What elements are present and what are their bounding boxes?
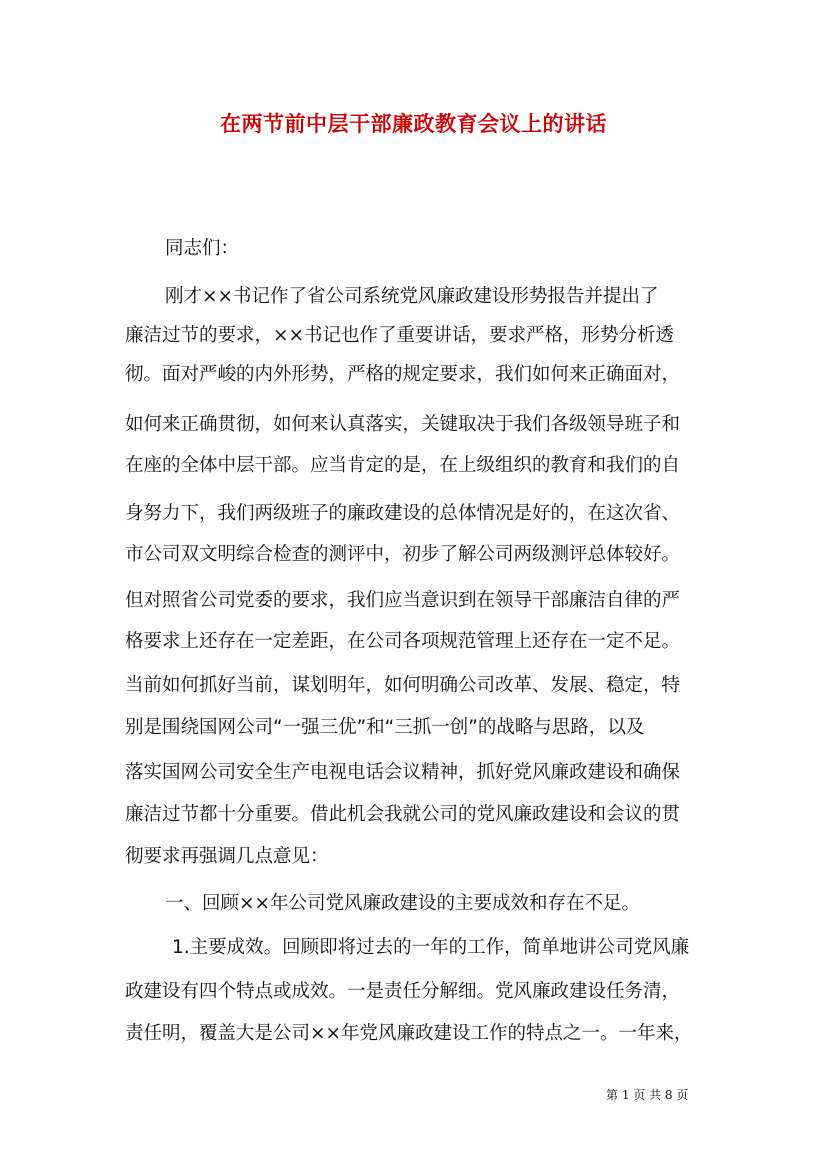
- body-line: 政建设有四个特点或成效。一是责任分解细。党风廉政建设任务清，: [125, 981, 681, 1002]
- body-line: 刚才××书记作了省公司系统党风廉政建设形势报告并提出了: [165, 286, 659, 307]
- body-line: 廉洁过节的要求，××书记也作了重要讲话，要求严格，形势分析透: [125, 325, 675, 346]
- body-line: 市公司双文明综合检查的测评中，初步了解公司两级测评总体较好。: [125, 544, 681, 565]
- body-line: 廉洁过节都十分重要。借此机会我就公司的党风廉政建设和会议的贯: [125, 804, 681, 825]
- body-line: 落实国网公司安全生产电视电话会议精神，抓好党风廉政建设和确保: [125, 762, 681, 783]
- body-line: 责任明，覆盖大是公司××年党风廉政建设工作的特点之一。一年来，: [125, 1023, 693, 1044]
- document-title: 在两节前中层干部廉政教育会议上的讲话: [220, 111, 607, 136]
- body-line: 身努力下，我们两级班子的廉政建设的总体情况是好的，在这次省、: [125, 503, 681, 524]
- body-line: 当前如何抓好当前，谋划明年，如何明确公司改革、发展、稳定，特: [125, 675, 681, 696]
- body-line: 同志们：: [165, 238, 240, 259]
- section-heading: 一、回顾××年公司党风廉政建设的主要成效和存在不足。: [165, 893, 641, 914]
- body-line: 在座的全体中层干部。应当肯定的是，在上级组织的教育和我们的自: [125, 455, 681, 476]
- body-line: 彻。面对严峻的内外形势，严格的规定要求，我们如何来正确面对，: [125, 364, 681, 385]
- body-line: 彻要求再强调几点意见：: [125, 846, 329, 867]
- body-line: 别是围绕国网公司“一强三优”和“三抓一创”的战略与思路，以及: [125, 717, 645, 738]
- page-number: 第 1 页 共 8 页: [606, 1088, 689, 1102]
- body-line: 1.主要成效。回顾即将过去的一年的工作，简单地讲公司党风廉: [172, 937, 690, 958]
- body-line: 格要求上还存在一定差距，在公司各项规范管理上还存在一定不足。: [125, 631, 681, 652]
- body-line: 但对照省公司党委的要求，我们应当意识到在领导干部廉洁自律的严: [125, 590, 681, 611]
- body-line: 如何来正确贯彻，如何来认真落实，关键取决于我们各级领导班子和: [125, 414, 681, 435]
